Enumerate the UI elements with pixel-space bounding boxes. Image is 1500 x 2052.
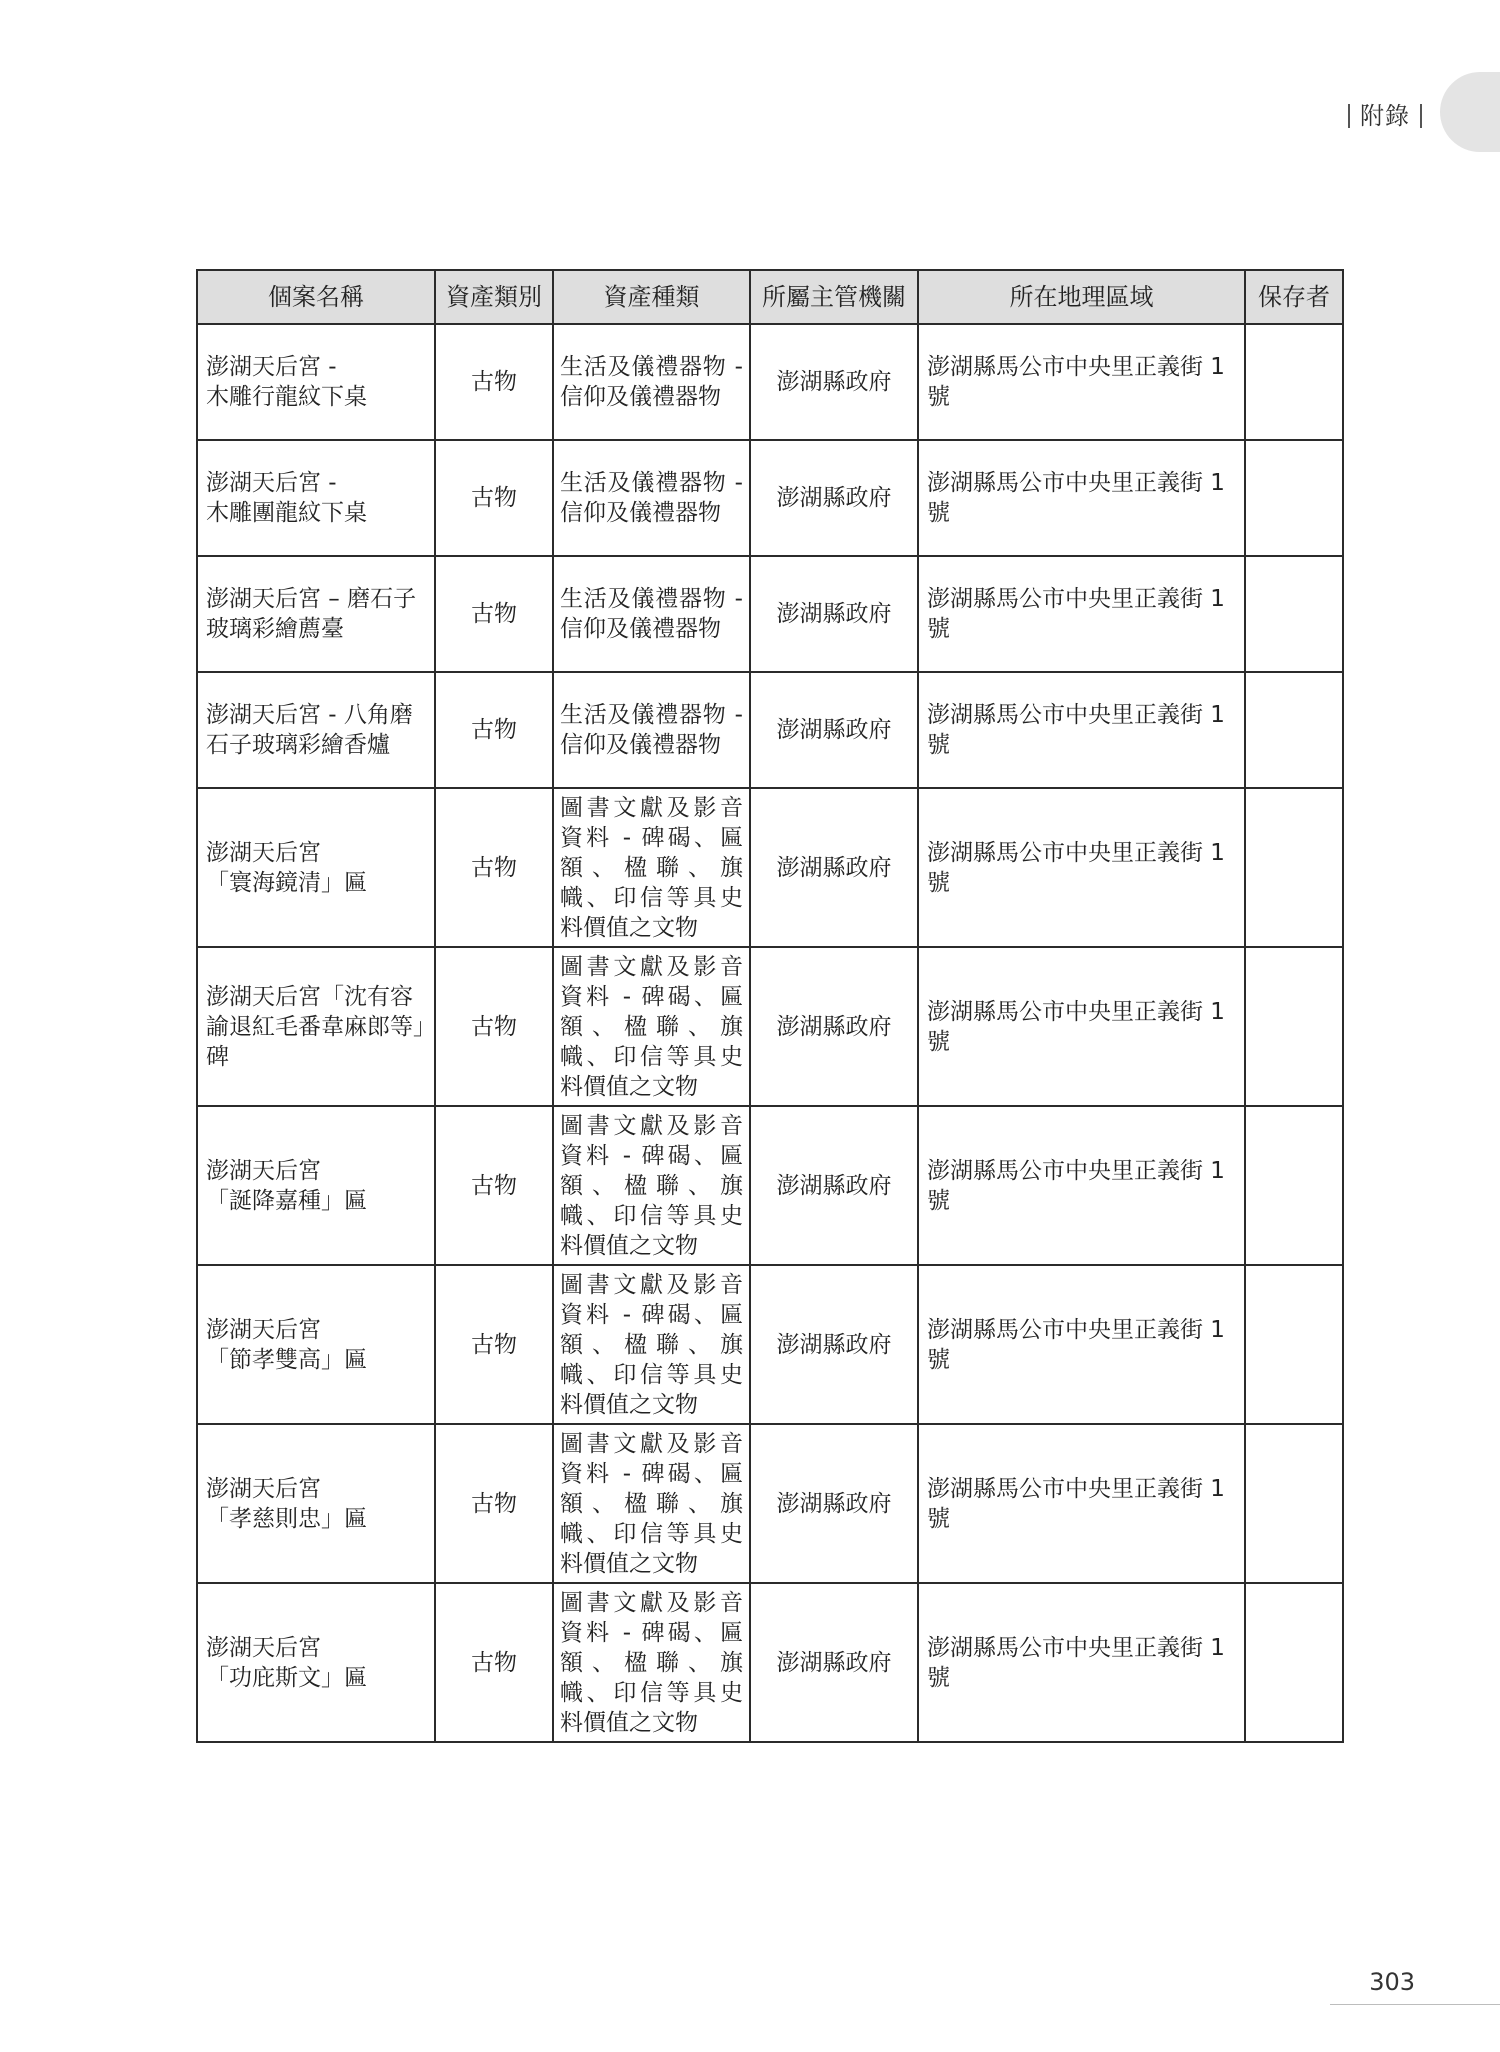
cell-name: 澎湖天后宮「沈有容諭退紅毛番韋麻郎等」碑 — [197, 947, 435, 1106]
table-row — [197, 947, 1343, 1106]
cell-keeper — [1245, 556, 1343, 672]
cell-authority: 澎湖縣政府 — [750, 947, 918, 1106]
table-row — [197, 1583, 1343, 1742]
cell-category: 古物 — [435, 1424, 553, 1583]
cell-category: 古物 — [435, 788, 553, 947]
table-row — [197, 1424, 1343, 1583]
cell-location: 澎湖縣馬公市中央里正義街 1 號 — [918, 788, 1245, 947]
cell-kind: 生活及儀禮器物 - 信仰及儀禮器物 — [553, 672, 750, 788]
cell-authority: 澎湖縣政府 — [750, 672, 918, 788]
cell-category: 古物 — [435, 1265, 553, 1424]
cell-category: 古物 — [435, 947, 553, 1106]
column-header-authority: 所屬主管機關 — [750, 270, 918, 324]
table-row — [197, 1265, 1343, 1424]
cell-keeper — [1245, 1424, 1343, 1583]
cell-name: 澎湖天后宮 「誕降嘉種」匾 — [197, 1106, 435, 1265]
cell-kind: 圖書文獻及影音資料 - 碑碣、匾額、楹聯、旗幟、印信等具史料價值之文物 — [553, 1583, 750, 1742]
cell-category: 古物 — [435, 672, 553, 788]
cell-category: 古物 — [435, 440, 553, 556]
cell-location: 澎湖縣馬公市中央里正義街 1 號 — [918, 1583, 1245, 1742]
table-row — [197, 556, 1343, 672]
cell-authority: 澎湖縣政府 — [750, 1424, 918, 1583]
cell-kind: 生活及儀禮器物 - 信仰及儀禮器物 — [553, 556, 750, 672]
cell-category: 古物 — [435, 1106, 553, 1265]
cell-keeper — [1245, 440, 1343, 556]
cell-location: 澎湖縣馬公市中央里正義街 1 號 — [918, 1106, 1245, 1265]
cell-kind: 圖書文獻及影音資料 - 碑碣、匾額、楹聯、旗幟、印信等具史料價值之文物 — [553, 788, 750, 947]
cell-keeper — [1245, 1265, 1343, 1424]
page-number: 303 — [1369, 1968, 1415, 1996]
cell-authority: 澎湖縣政府 — [750, 1265, 918, 1424]
cell-name: 澎湖天后宮 「孝慈則忠」匾 — [197, 1424, 435, 1583]
cell-name: 澎湖天后宮 「節孝雙高」匾 — [197, 1265, 435, 1424]
cell-authority: 澎湖縣政府 — [750, 556, 918, 672]
antiquities-table — [196, 269, 1344, 1743]
cell-authority: 澎湖縣政府 — [750, 440, 918, 556]
cell-authority: 澎湖縣政府 — [750, 1583, 918, 1742]
table-row — [197, 440, 1343, 556]
cell-name: 澎湖天后宮 - 八角磨石子玻璃彩繪香爐 — [197, 672, 435, 788]
cell-keeper — [1245, 324, 1343, 440]
section-tab-marker — [1440, 72, 1500, 152]
table-row — [197, 672, 1343, 788]
cell-kind: 圖書文獻及影音資料 - 碑碣、匾額、楹聯、旗幟、印信等具史料價值之文物 — [553, 947, 750, 1106]
cell-name: 澎湖天后宮 「功庇斯文」匾 — [197, 1583, 435, 1742]
cell-name: 澎湖天后宮 - 木雕團龍紋下桌 — [197, 440, 435, 556]
column-header-location: 所在地理區域 — [918, 270, 1245, 324]
column-header-keeper: 保存者 — [1245, 270, 1343, 324]
cell-name: 澎湖天后宮 - 木雕行龍紋下桌 — [197, 324, 435, 440]
cell-location: 澎湖縣馬公市中央里正義街 1 號 — [918, 1265, 1245, 1424]
cell-location: 澎湖縣馬公市中央里正義街 1 號 — [918, 947, 1245, 1106]
section-title: 附錄 — [1360, 102, 1410, 130]
cell-keeper — [1245, 788, 1343, 947]
cell-authority: 澎湖縣政府 — [750, 324, 918, 440]
table-body — [197, 324, 1343, 1742]
footer-rule — [1330, 2004, 1500, 2005]
table-row — [197, 324, 1343, 440]
cell-kind: 圖書文獻及影音資料 - 碑碣、匾額、楹聯、旗幟、印信等具史料價值之文物 — [553, 1106, 750, 1265]
cell-kind: 圖書文獻及影音資料 - 碑碣、匾額、楹聯、旗幟、印信等具史料價值之文物 — [553, 1265, 750, 1424]
cell-category: 古物 — [435, 1583, 553, 1742]
cell-category: 古物 — [435, 324, 553, 440]
cell-location: 澎湖縣馬公市中央里正義街 1 號 — [918, 1424, 1245, 1583]
cell-location: 澎湖縣馬公市中央里正義街 1 號 — [918, 324, 1245, 440]
cell-keeper — [1245, 672, 1343, 788]
cell-keeper — [1245, 1583, 1343, 1742]
column-header-category: 資產類別 — [435, 270, 553, 324]
table-row — [197, 788, 1343, 947]
cell-keeper — [1245, 1106, 1343, 1265]
table-header-row — [197, 270, 1343, 324]
cell-name: 澎湖天后宮 「寰海鏡清」匾 — [197, 788, 435, 947]
cell-location: 澎湖縣馬公市中央里正義街 1 號 — [918, 672, 1245, 788]
header-divider-right — [1420, 104, 1422, 128]
cell-kind: 生活及儀禮器物 - 信仰及儀禮器物 — [553, 440, 750, 556]
cell-category: 古物 — [435, 556, 553, 672]
cell-kind: 生活及儀禮器物 - 信仰及儀禮器物 — [553, 324, 750, 440]
cell-name: 澎湖天后宮 – 磨石子玻璃彩繪薦臺 — [197, 556, 435, 672]
column-header-kind: 資產種類 — [553, 270, 750, 324]
cell-authority: 澎湖縣政府 — [750, 788, 918, 947]
header-divider-left — [1348, 104, 1350, 128]
table-row — [197, 1106, 1343, 1265]
column-header-name: 個案名稱 — [197, 270, 435, 324]
cell-location: 澎湖縣馬公市中央里正義街 1 號 — [918, 556, 1245, 672]
cell-keeper — [1245, 947, 1343, 1106]
cell-location: 澎湖縣馬公市中央里正義街 1 號 — [918, 440, 1245, 556]
section-header — [1338, 96, 1432, 131]
cell-kind: 圖書文獻及影音資料 - 碑碣、匾額、楹聯、旗幟、印信等具史料價值之文物 — [553, 1424, 750, 1583]
cell-authority: 澎湖縣政府 — [750, 1106, 918, 1265]
